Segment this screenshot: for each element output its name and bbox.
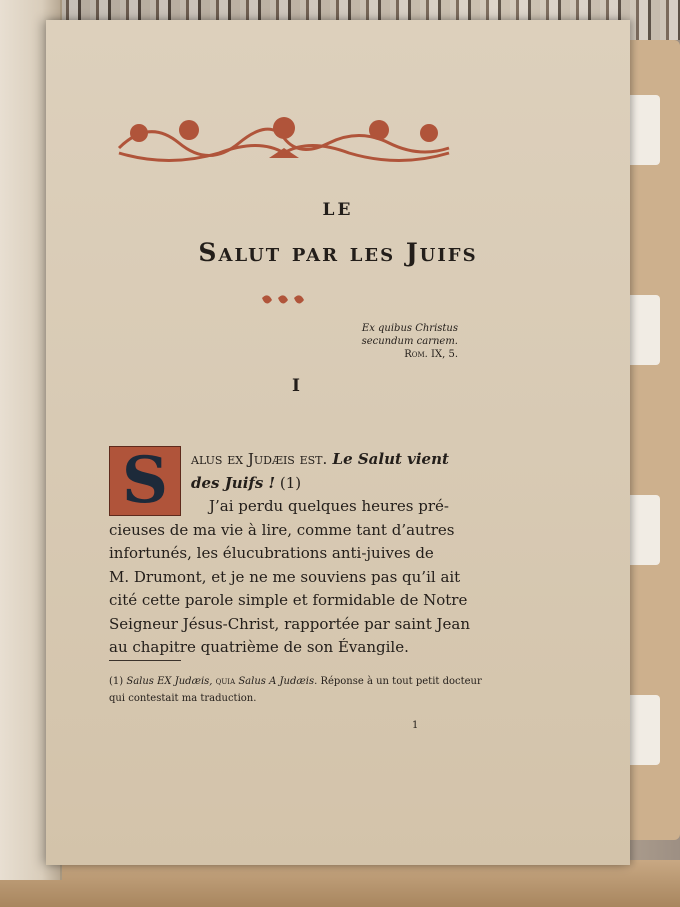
page-title: Salut par les Juifs: [198, 238, 478, 267]
page-number: 1: [412, 720, 419, 731]
book-page: [46, 20, 630, 865]
epigraph: [362, 322, 458, 361]
footnote: [109, 673, 483, 707]
epigraph-line: secundum carnem.: [361, 336, 458, 347]
footnote-latin: Salus EX Judæis,: [126, 676, 213, 687]
body-line: [109, 448, 475, 472]
title-article: LE: [322, 200, 354, 220]
footnote-text: Réponse à un tout petit docteur qui contestait ma traduction.: [109, 676, 482, 704]
body-line: cieuses de ma vie à lire, comme tant d’autres: [109, 520, 455, 539]
footnote-quia: quia: [215, 676, 236, 687]
body-line: cité cette parole simple et formidable de Notre: [109, 591, 468, 609]
floral-headpiece-ornament: [109, 108, 459, 168]
epigraph-line: Ex quibus Christus: [361, 323, 458, 334]
footnote-latin: Salus A Judæis.: [238, 676, 318, 687]
fleuron-ornament: [258, 292, 314, 310]
body-line: M. Drumont, et je ne me souviens pas qu’il ait: [109, 567, 461, 586]
body-line: infortunés, les élucubrations anti-juives de: [109, 544, 434, 562]
body-line: au chapitre quatrième de son Évangile.: [109, 638, 409, 656]
italic-text: des Juifs !: [191, 473, 276, 492]
body-paragraph: [109, 443, 475, 660]
small-caps-text: alus ex Judæis est.: [191, 450, 328, 468]
footnote-mark: (1): [109, 676, 124, 687]
body-line: [109, 472, 475, 496]
italic-text: Le Salut vient: [327, 450, 449, 468]
body-line: J’ai perdu quelques heures pré-: [209, 497, 449, 515]
footnote-rule: [109, 660, 181, 661]
footnote-ref: (1): [275, 473, 302, 492]
section-number: I: [292, 376, 300, 396]
body-line: Seigneur Jésus-Christ, rapportée par saint Jean: [109, 614, 471, 633]
epigraph-reference: Rom. IX, 5.: [404, 349, 458, 360]
initial-letter: S: [121, 443, 169, 518]
table-surface: [0, 860, 680, 907]
